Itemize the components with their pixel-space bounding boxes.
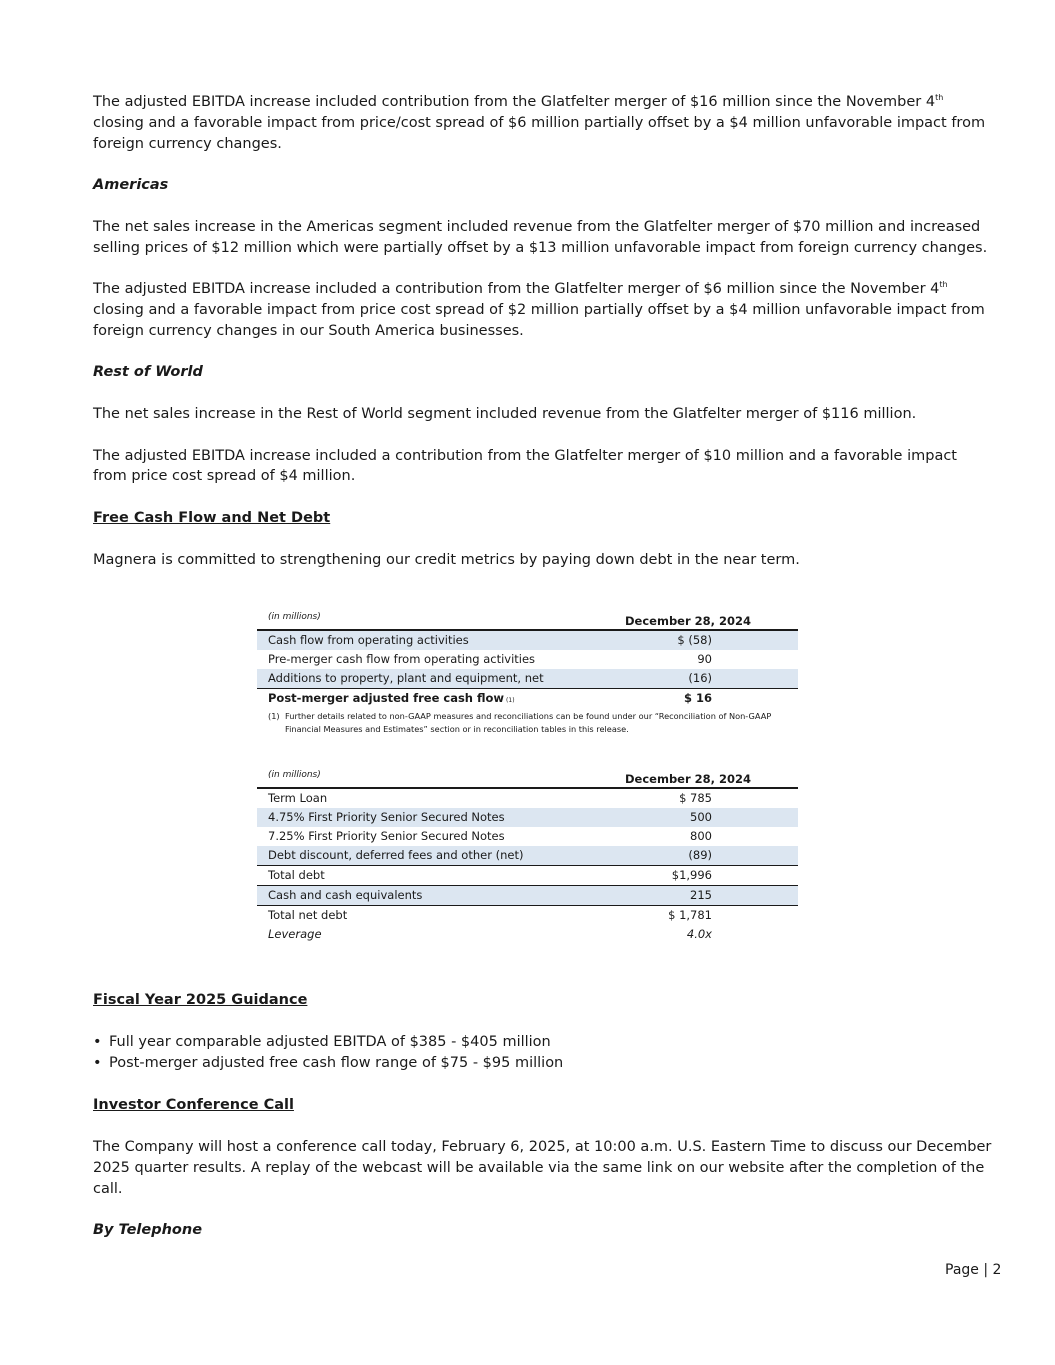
list-item: • Full year comparable adjusted EBITDA of $385 - $405 million	[93, 1032, 993, 1054]
document-body-continued	[93, 990, 993, 1241]
table-total-row: Total net debt $ 1,781	[268, 908, 712, 922]
guidance-list	[93, 1032, 993, 1075]
table-subtotal-row: Total debt $1,996	[257, 865, 798, 885]
americas-sales-paragraph: The net sales increase in the Americas segment included revenue from the Glatfelter merger of $70 million and increased selling prices of $12 million which were partially offset by a $13 million unfavorable impact from foreign currency changes.	[93, 218, 988, 256]
table-row: 7.25% First Priority Senior Secured Notes 800	[268, 829, 712, 843]
unit-label: (in millions)	[268, 770, 321, 780]
table-row: Pre-merger cash flow from operating activities 90	[268, 652, 712, 666]
conference-call-paragraph: The Company will host a conference call today, February 6, 2025, at 10:00 a.m. U.S. Eastern Time to discuss our December 2025 quarter results. A replay of the webcast will be available via the same link on our website after the completion of the call.	[93, 1138, 992, 1197]
americas-heading: Americas	[93, 177, 169, 194]
conference-call-heading: Investor Conference Call	[93, 1097, 294, 1114]
table-header	[257, 769, 798, 787]
free-cash-flow-table	[257, 611, 798, 736]
table-row: Term Loan $ 785	[268, 791, 712, 805]
table-row: Cash flow from operating activities $ (58)	[257, 631, 798, 650]
column-date: December 28, 2024	[625, 772, 752, 786]
guidance-heading: Fiscal Year 2025 Guidance	[93, 992, 308, 1008]
net-debt-table	[257, 769, 798, 944]
free-cash-flow-heading: Free Cash Flow and Net Debt	[93, 509, 331, 526]
column-date: December 28, 2024	[625, 614, 752, 628]
free-cash-flow-paragraph: Magnera is committed to strengthening our credit metrics by paying down debt in the near term.	[93, 551, 800, 568]
page-number: Page | 2	[945, 1262, 1002, 1278]
rest-of-world-sales-paragraph: The net sales increase in the Rest of World segment included revenue from the Glatfelter merger of $116 million.	[93, 405, 917, 422]
table-row: Leverage 4.0x	[268, 927, 712, 941]
table-footnote: (1) Further details related to non-GAAP measures and reconciliations can be found under our “Reconciliation of Non-GAAP Financial Measures and Estimates” section or in reconciliation tables in this release.	[268, 711, 772, 734]
intro-paragraph: The adjusted EBITDA increase included contribution from the Glatfelter merger of $16 million since the November 4th closing and a favorable impact from price/cost spread of $6 million partially offset by a $4 million unfavorable impact from foreign currency changes.	[93, 93, 986, 152]
unit-label: (in millions)	[268, 612, 321, 622]
by-telephone-heading: By Telephone	[93, 1222, 203, 1239]
table-row: Cash and cash equivalents 215	[257, 885, 798, 906]
table-row: 4.75% First Priority Senior Secured Notes 500	[257, 808, 798, 827]
table-row: Debt discount, deferred fees and other (net) (89)	[257, 846, 798, 865]
table-header	[257, 611, 798, 629]
table-row: Additions to property, plant and equipment, net (16)	[257, 669, 798, 688]
document-body	[93, 92, 993, 570]
list-item: • Post-merger adjusted free cash flow range of $75 - $95 million	[93, 1053, 993, 1075]
rest-of-world-ebitda-paragraph: The adjusted EBITDA increase included a contribution from the Glatfelter merger of $10 million and a favorable impact from price cost spread of $4 million.	[93, 447, 957, 485]
table-total-row: Post-merger adjusted free cash flow (1) $ 16	[257, 688, 798, 708]
rest-of-world-heading: Rest of World	[93, 364, 203, 381]
americas-ebitda-paragraph: The adjusted EBITDA increase included a contribution from the Glatfelter merger of $6 million since the November 4th closing and a favorable impact from price cost spread of $2 million partially offset by a $4 million unfavorable impact from foreign currency changes in our South America businesses.	[93, 280, 985, 339]
